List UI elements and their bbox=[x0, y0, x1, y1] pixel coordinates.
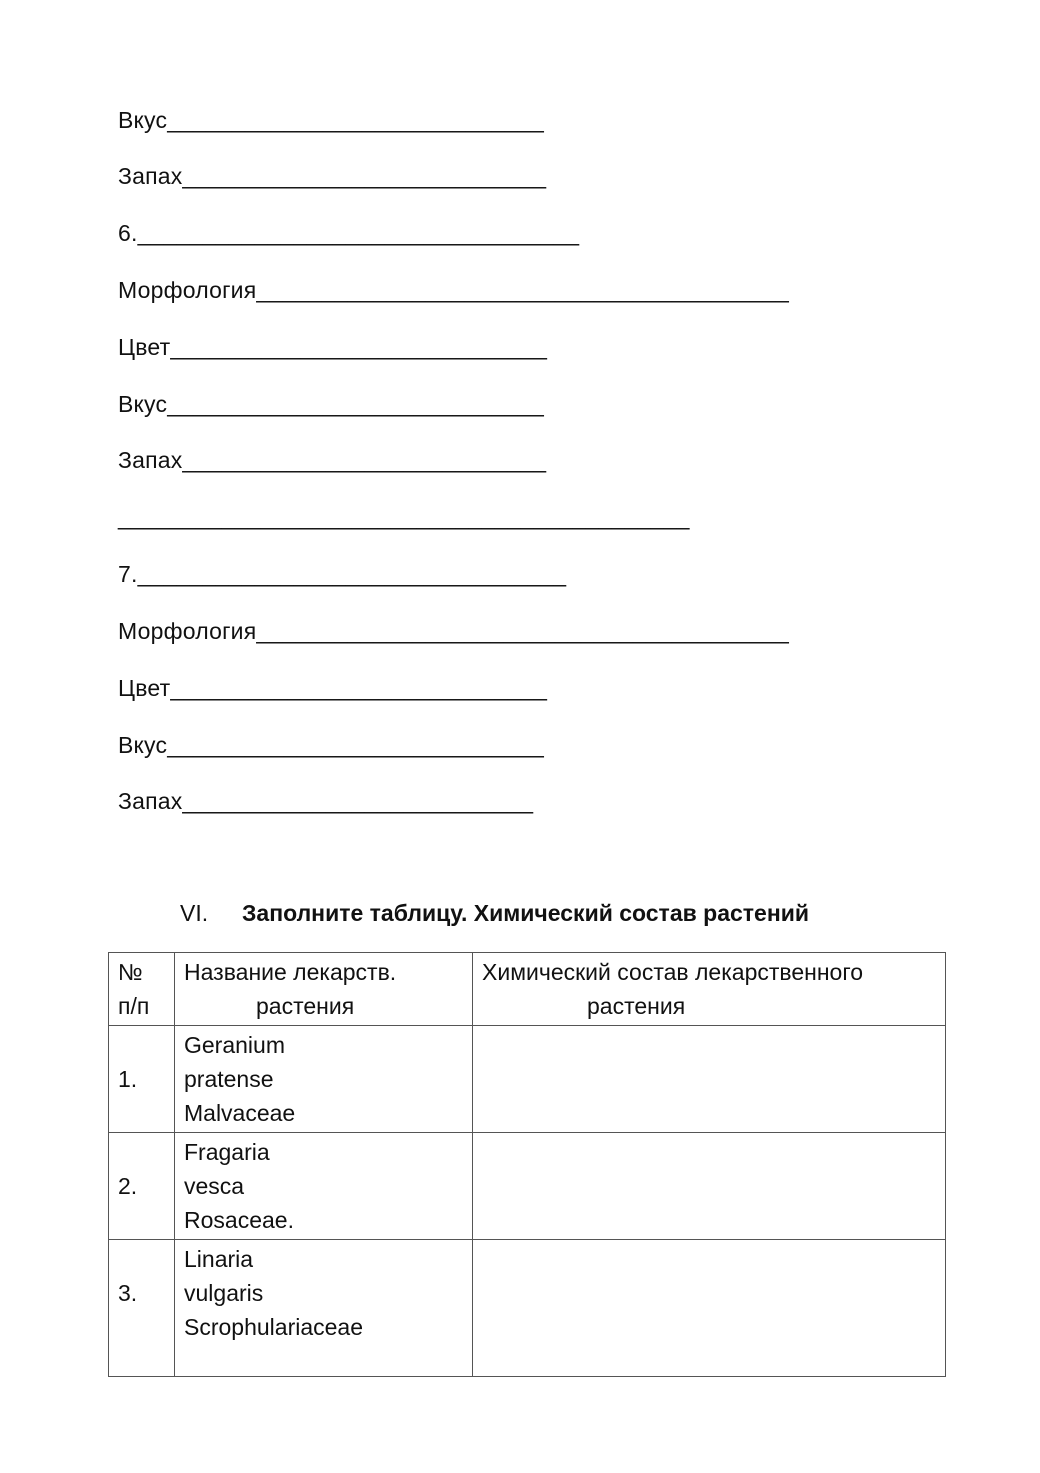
table-row bbox=[109, 1026, 946, 1133]
morphology-line: Морфология_________________________________________ bbox=[118, 277, 790, 303]
chemical-composition-table bbox=[108, 952, 946, 1377]
plant-name-cell: Fragaria vesca Rosaceae. bbox=[175, 1133, 473, 1240]
composition-cell[interactable] bbox=[473, 1133, 946, 1240]
section-heading bbox=[180, 898, 809, 928]
row-number: 3. bbox=[109, 1240, 175, 1377]
blank-line: ____________________________________________ bbox=[118, 504, 690, 530]
smell-line: Запах___________________________ bbox=[118, 788, 534, 814]
smell-line: Запах____________________________ bbox=[118, 163, 547, 189]
section-title: Заполните таблицу. Химический состав растений bbox=[242, 900, 810, 926]
taste-line: Вкус_____________________________ bbox=[118, 107, 544, 133]
plant-name-cell: Geranium pratense Malvaceae bbox=[175, 1026, 473, 1133]
taste-line: Вкус_____________________________ bbox=[118, 732, 544, 758]
header-composition-cell: Химический состав лекарственного растения bbox=[473, 953, 946, 1026]
composition-cell[interactable] bbox=[473, 1026, 946, 1133]
item-6-line: 6.__________________________________ bbox=[118, 220, 580, 246]
color-line: Цвет_____________________________ bbox=[118, 675, 548, 701]
composition-cell[interactable] bbox=[473, 1240, 946, 1377]
table-header-row bbox=[109, 953, 946, 1026]
morphology-line: Морфология_________________________________________ bbox=[118, 618, 790, 644]
plant-name-cell: Linaria vulgaris Scrophulariaceae bbox=[175, 1240, 473, 1377]
row-number: 1. bbox=[109, 1026, 175, 1133]
header-plant-name-cell: Название лекарств. растения bbox=[175, 953, 473, 1026]
smell-line: Запах____________________________ bbox=[118, 447, 547, 473]
taste-line: Вкус_____________________________ bbox=[118, 391, 544, 417]
header-number-cell: № п/п bbox=[109, 953, 175, 1026]
row-number: 2. bbox=[109, 1133, 175, 1240]
color-line: Цвет_____________________________ bbox=[118, 334, 548, 360]
item-7-line: 7._________________________________ bbox=[118, 561, 567, 587]
table-row bbox=[109, 1240, 946, 1377]
table-row bbox=[109, 1133, 946, 1240]
section-number: VI. bbox=[180, 900, 209, 926]
